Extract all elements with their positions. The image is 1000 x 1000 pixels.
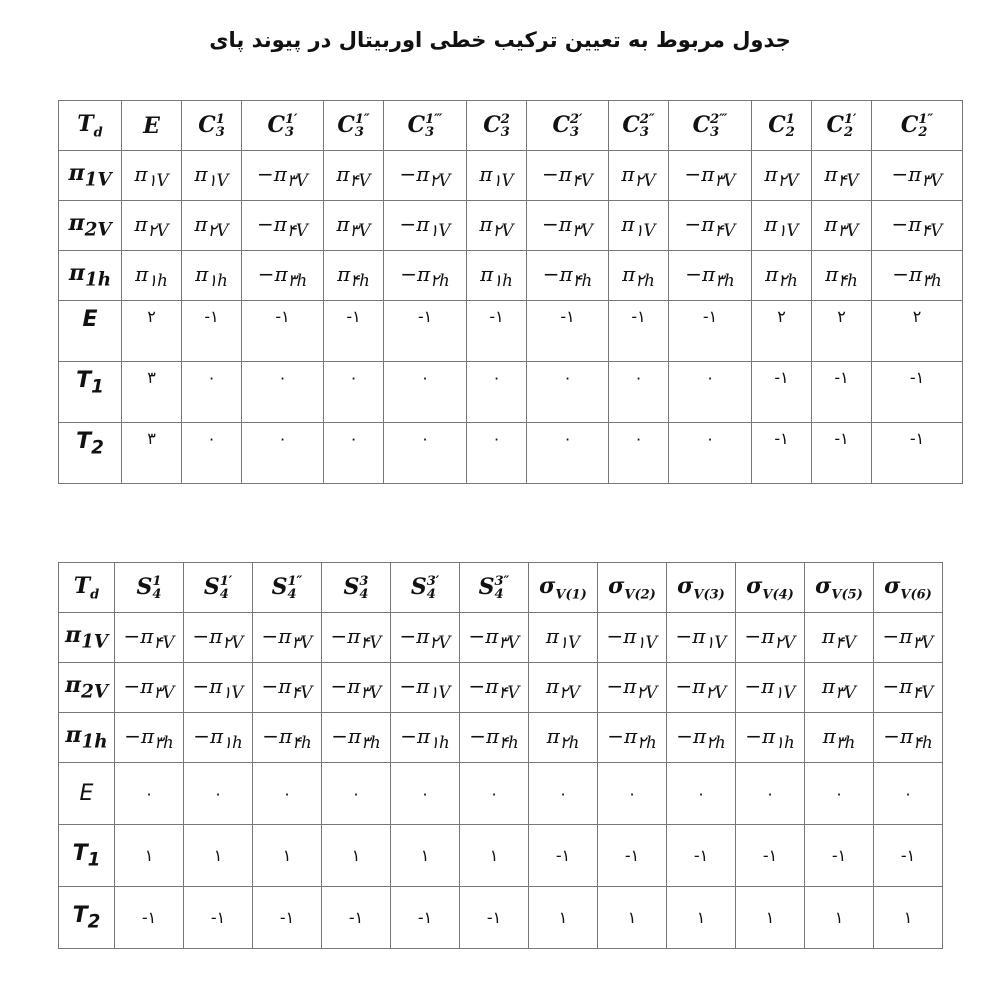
operation-header: $\sigma_{V(3)}$: [667, 563, 736, 613]
table-cell: -۱: [752, 362, 812, 423]
table-cell: ۱: [184, 825, 253, 887]
table-cell: ۰: [384, 362, 467, 423]
table-cell: $-\pi_{۳V}$: [242, 151, 324, 201]
table-cell: $\pi_{۲V}$: [609, 151, 669, 201]
table-cell: ۳: [122, 423, 182, 484]
table-cell: ۰: [322, 763, 391, 825]
row-label: $\pi_{2V}$: [59, 663, 115, 713]
table-cell: $-\pi_{۴V}$: [253, 663, 322, 713]
table-row: [59, 713, 943, 763]
table-cell: $-\pi_{۳h}$: [669, 251, 752, 301]
row-label: E: [59, 763, 115, 825]
operation-header: $\sigma_{V(5)}$: [805, 563, 874, 613]
table-cell: ۰: [184, 763, 253, 825]
table-cell: -۱: [467, 301, 527, 362]
operation-header: S 1″ 4: [253, 563, 322, 613]
operation-header: C 1 3: [182, 101, 242, 151]
table-cell: $-\pi_{۳h}$: [322, 713, 391, 763]
table-cell: ۰: [527, 362, 609, 423]
table-cell: $\pi_{۴h}$: [324, 251, 384, 301]
table-cell: $-\pi_{۴V}$: [527, 151, 609, 201]
table-cell: ۱: [322, 825, 391, 887]
table-cell: $-\pi_{۴V}$: [872, 201, 963, 251]
table-cell: ۱: [529, 887, 598, 949]
operation-header: C 2 3: [467, 101, 527, 151]
table-cell: $-\pi_{۱V}$: [391, 663, 460, 713]
table-cell: $-\pi_{۱h}$: [736, 713, 805, 763]
row-label: E: [59, 301, 122, 362]
header-row: [59, 563, 943, 613]
table-cell: $\pi_{۱V}$: [467, 151, 527, 201]
table-cell: -۱: [242, 301, 324, 362]
table-cell: $-\pi_{۳h}$: [115, 713, 184, 763]
table-cell: ۱: [460, 825, 529, 887]
operation-header: S 1′ 4: [184, 563, 253, 613]
table-cell: ۰: [609, 362, 669, 423]
table-cell: ۰: [460, 763, 529, 825]
operation-header: C 1″ 3: [324, 101, 384, 151]
table-cell: $-\pi_{۳V}$: [253, 613, 322, 663]
orbital-table-1: [58, 100, 963, 484]
table-cell: $-\pi_{۴V}$: [460, 663, 529, 713]
table-cell: $\pi_{۱V}$: [609, 201, 669, 251]
row-label: $T_2$: [59, 423, 122, 484]
table-cell: $\pi_{۴V}$: [812, 151, 872, 201]
table-cell: $\pi_{۲V}$: [467, 201, 527, 251]
table-cell: $\pi_{۳V}$: [812, 201, 872, 251]
operation-header: C 1″ 2: [872, 101, 963, 151]
table-cell: ۳: [122, 362, 182, 423]
table-cell: $-\pi_{۴V}$: [115, 613, 184, 663]
operation-header: C 2‴ 3: [669, 101, 752, 151]
table-cell: $-\pi_{۳V}$: [322, 663, 391, 713]
table-cell: $-\pi_{۴h}$: [460, 713, 529, 763]
row-label: $\pi_{1h}$: [59, 713, 115, 763]
table-cell: -۱: [529, 825, 598, 887]
table-cell: $-\pi_{۳h}$: [872, 251, 963, 301]
table-cell: $\pi_{۱h}$: [182, 251, 242, 301]
operation-header: $\sigma_{V(1)}$: [529, 563, 598, 613]
table-cell: $-\pi_{۳V}$: [874, 613, 943, 663]
table-cell: $\pi_{۱V}$: [182, 151, 242, 201]
table-cell: $-\pi_{۲V}$: [598, 663, 667, 713]
row-label: $\pi_{1V}$: [59, 151, 122, 201]
table-cell: $-\pi_{۲h}$: [598, 713, 667, 763]
table-cell: $-\pi_{۲V}$: [391, 613, 460, 663]
table-cell: $-\pi_{۲V}$: [184, 613, 253, 663]
table-cell: -۱: [805, 825, 874, 887]
group-label: $T_d$: [59, 101, 122, 151]
table-cell: ۰: [609, 423, 669, 484]
table-cell: ۰: [669, 362, 752, 423]
table-cell: $-\pi_{۳V}$: [669, 151, 752, 201]
table-cell: ۰: [736, 763, 805, 825]
operation-header: C 2″ 3: [609, 101, 669, 151]
page-title: جدول مربوط به تعیین ترکیب خطی اوربیتال در پیوند پای: [209, 28, 791, 52]
table-cell: ۰: [874, 763, 943, 825]
table-cell: $-\pi_{۴h}$: [527, 251, 609, 301]
table-cell: ۱: [253, 825, 322, 887]
table-cell: -۱: [669, 301, 752, 362]
table-cell: ۰: [253, 763, 322, 825]
table-cell: $-\pi_{۳V}$: [872, 151, 963, 201]
operation-header: C 1‴ 3: [384, 101, 467, 151]
table-cell: $-\pi_{۱V}$: [667, 613, 736, 663]
table-cell: ۰: [182, 423, 242, 484]
table-cell: -۱: [609, 301, 669, 362]
table-cell: -۱: [736, 825, 805, 887]
table-cell: ۱: [805, 887, 874, 949]
table-cell: $\pi_{۳h}$: [805, 713, 874, 763]
table-cell: $-\pi_{۱V}$: [598, 613, 667, 663]
table-cell: -۱: [874, 825, 943, 887]
table-cell: $\pi_{۱h}$: [467, 251, 527, 301]
row-label: $T_2$: [59, 887, 115, 949]
table-cell: ۱: [598, 887, 667, 949]
table-cell: -۱: [182, 301, 242, 362]
table-cell: ۰: [384, 423, 467, 484]
group-label: $T_d$: [59, 563, 115, 613]
operation-header: C 1 2: [752, 101, 812, 151]
table-cell: $-\pi_{۴V}$: [874, 663, 943, 713]
table-cell: ۰: [669, 423, 752, 484]
table-row: [59, 887, 943, 949]
table-cell: ۰: [667, 763, 736, 825]
row-label: $\pi_{2V}$: [59, 201, 122, 251]
table-row: [59, 825, 943, 887]
table-cell: $\pi_{۲V}$: [122, 201, 182, 251]
table-cell: ۲: [872, 301, 963, 362]
table-cell: ۰: [242, 423, 324, 484]
table-cell: $\pi_{۲V}$: [182, 201, 242, 251]
table-cell: ۱: [115, 825, 184, 887]
table-row: [59, 251, 963, 301]
table-cell: ۱: [667, 887, 736, 949]
table-cell: $\pi_{۱V}$: [122, 151, 182, 201]
table-cell: $-\pi_{۳V}$: [460, 613, 529, 663]
table-cell: ۰: [115, 763, 184, 825]
orbital-table-2: [58, 562, 943, 949]
table-cell: -۱: [184, 887, 253, 949]
operation-header: S 3′ 4: [391, 563, 460, 613]
table-cell: ۰: [324, 423, 384, 484]
table-cell: -۱: [322, 887, 391, 949]
table-cell: $\pi_{۳V}$: [805, 663, 874, 713]
table-cell: ۰: [805, 763, 874, 825]
table-cell: $\pi_{۴V}$: [324, 151, 384, 201]
operation-header: S 3″ 4: [460, 563, 529, 613]
table-cell: ۰: [598, 763, 667, 825]
table-cell: $\pi_{۲h}$: [752, 251, 812, 301]
table-cell: ۱: [736, 887, 805, 949]
table-cell: ۰: [182, 362, 242, 423]
table-body: [59, 563, 943, 949]
table-cell: ۲: [122, 301, 182, 362]
operation-header: $\sigma_{V(4)}$: [736, 563, 805, 613]
table-cell: ۰: [242, 362, 324, 423]
row-label: $T_1$: [59, 825, 115, 887]
table-cell: $\pi_{۴V}$: [805, 613, 874, 663]
table-cell: -۱: [872, 423, 963, 484]
table-cell: ۲: [752, 301, 812, 362]
table-cell: $-\pi_{۱V}$: [384, 201, 467, 251]
row-label: $\pi_{1V}$: [59, 613, 115, 663]
table-body: [59, 101, 963, 484]
table-cell: -۱: [527, 301, 609, 362]
table-cell: ۰: [527, 423, 609, 484]
table-row: [59, 362, 963, 423]
row-label: $T_1$: [59, 362, 122, 423]
table-cell: -۱: [460, 887, 529, 949]
table-cell: $-\pi_{۴V}$: [322, 613, 391, 663]
table-row: [59, 151, 963, 201]
table-cell: -۱: [872, 362, 963, 423]
table-cell: $\pi_{۲V}$: [529, 663, 598, 713]
table-cell: -۱: [812, 423, 872, 484]
table-cell: $-\pi_{۴h}$: [874, 713, 943, 763]
table-cell: $-\pi_{۲V}$: [384, 151, 467, 201]
table-row: [59, 663, 943, 713]
operation-header: $\sigma_{V(2)}$: [598, 563, 667, 613]
table-cell: -۱: [253, 887, 322, 949]
operation-header: C 1′ 2: [812, 101, 872, 151]
table-cell: ۱: [874, 887, 943, 949]
table-cell: -۱: [752, 423, 812, 484]
table-cell: $-\pi_{۳V}$: [527, 201, 609, 251]
table-cell: $-\pi_{۴V}$: [242, 201, 324, 251]
table-row: [59, 201, 963, 251]
table-cell: $-\pi_{۱h}$: [184, 713, 253, 763]
table-cell: -۱: [598, 825, 667, 887]
table-cell: $-\pi_{۳h}$: [242, 251, 324, 301]
table-cell: $-\pi_{۱h}$: [391, 713, 460, 763]
table-row: [59, 613, 943, 663]
operation-header: C 2′ 3: [527, 101, 609, 151]
operation-header: C 1′ 3: [242, 101, 324, 151]
table-cell: $-\pi_{۴V}$: [669, 201, 752, 251]
table-cell: $-\pi_{۲h}$: [384, 251, 467, 301]
table-row: [59, 301, 963, 362]
table-cell: ۰: [467, 423, 527, 484]
row-label: $\pi_{1h}$: [59, 251, 122, 301]
table-cell: -۱: [667, 825, 736, 887]
table-cell: $\pi_{۲h}$: [609, 251, 669, 301]
table-cell: ۲: [812, 301, 872, 362]
operation-header: S 1 4: [115, 563, 184, 613]
operation-header: E: [122, 101, 182, 151]
table-cell: $-\pi_{۱V}$: [736, 663, 805, 713]
table-row: [59, 423, 963, 484]
table-cell: -۱: [812, 362, 872, 423]
table-cell: $-\pi_{۲V}$: [667, 663, 736, 713]
table-cell: ۰: [391, 763, 460, 825]
table-cell: -۱: [115, 887, 184, 949]
table-cell: $\pi_{۱h}$: [122, 251, 182, 301]
table-cell: $-\pi_{۲h}$: [667, 713, 736, 763]
table-row: [59, 763, 943, 825]
table-cell: $\pi_{۲h}$: [529, 713, 598, 763]
table-cell: $-\pi_{۳V}$: [115, 663, 184, 713]
table-cell: ۰: [529, 763, 598, 825]
operation-header: $\sigma_{V(6)}$: [874, 563, 943, 613]
table-cell: -۱: [384, 301, 467, 362]
table-cell: $\pi_{۱V}$: [529, 613, 598, 663]
table-cell: $-\pi_{۱V}$: [184, 663, 253, 713]
table-cell: -۱: [391, 887, 460, 949]
operation-header: S 3 4: [322, 563, 391, 613]
table-cell: -۱: [324, 301, 384, 362]
table-cell: $-\pi_{۴h}$: [253, 713, 322, 763]
table-cell: $\pi_{۳V}$: [324, 201, 384, 251]
table-cell: ۰: [467, 362, 527, 423]
header-row: [59, 101, 963, 151]
table-cell: ۰: [324, 362, 384, 423]
table-cell: $\pi_{۴h}$: [812, 251, 872, 301]
table-cell: $\pi_{۱V}$: [752, 201, 812, 251]
table-cell: $\pi_{۲V}$: [752, 151, 812, 201]
table-cell: ۱: [391, 825, 460, 887]
table-cell: $-\pi_{۲V}$: [736, 613, 805, 663]
